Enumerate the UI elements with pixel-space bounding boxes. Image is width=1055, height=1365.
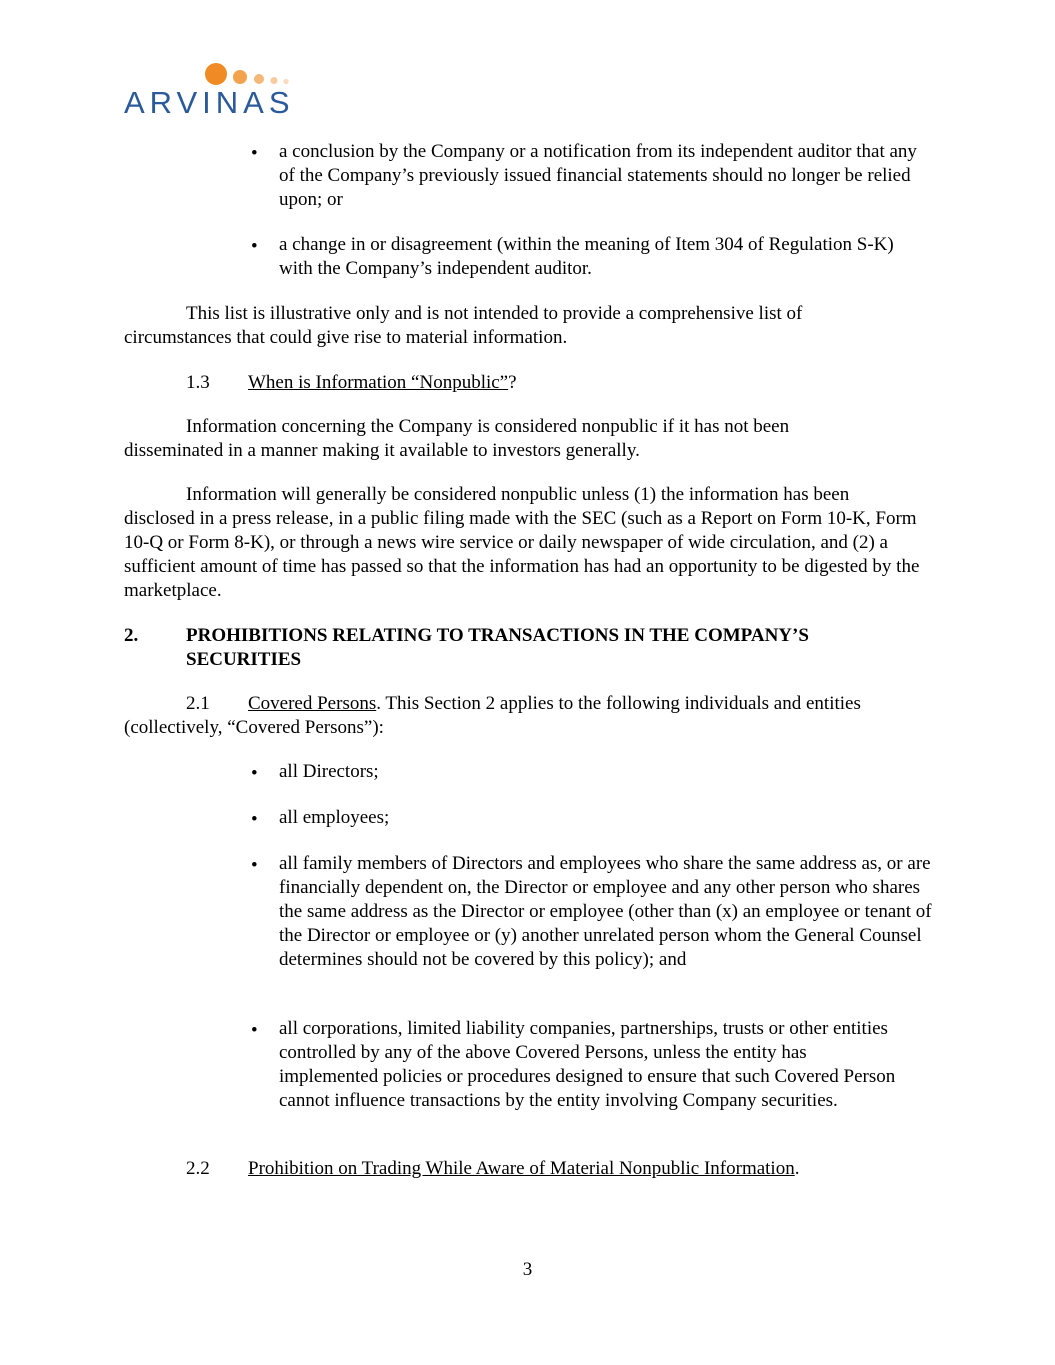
paragraph-nonpublic-1: Information concerning the Company is considered nonpublic if it has not been disseminated in a manner making it available to investors generally. xyxy=(124,416,790,461)
section-heading-1-3 xyxy=(248,371,517,395)
section-body: . This Section 2 applies to the following individuals and entities (collectively, “Covered Persons”): xyxy=(124,693,861,738)
bullet-icon: • xyxy=(251,236,258,257)
section-heading-2: PROHIBITIONS RELATING TO TRANSACTIONS IN THE COMPANY’S SECURITIES xyxy=(186,625,809,670)
list-item: all Directors; xyxy=(279,761,379,782)
list-item: all family members of Directors and employees who share the same address as, or are financially dependent on, the Director or employee and any other person who shares the same address as the Director or employee (other than (x) an employee or tenant of the Director or employee or (y) another unrelated person whom the General Counsel determines should not be covered by this policy); and xyxy=(279,853,932,970)
page-number: 3 xyxy=(522,1259,533,1280)
list-item: a change in or disagreement (within the meaning of Item 304 of Regulation S-K) with the Company’s independent auditor. xyxy=(279,234,894,279)
list-item: all employees; xyxy=(279,807,390,828)
section-number: 2.1 xyxy=(186,693,210,714)
list-item: a conclusion by the Company or a notification from its independent auditor that any of the Company’s previously issued financial statements should no longer be relied upon; or xyxy=(279,141,917,210)
list-item: all corporations, limited liability companies, partnerships, trusts or other entities controlled by any of the above Covered Persons, unless the entity has implemented policies or procedures designed to ensure that such Covered Person cannot influence transactions by the entity involving Company securities. xyxy=(279,1018,896,1111)
section-title: When is Information “Nonpublic” xyxy=(248,372,509,393)
section-title: Covered Persons xyxy=(248,693,377,714)
bullet-icon: • xyxy=(251,809,258,830)
section-title-suffix: ? xyxy=(508,372,517,393)
section-title: Prohibition on Trading While Aware of Material Nonpublic Information xyxy=(248,1158,795,1179)
bullet-icon: • xyxy=(251,763,258,784)
section-number: 2. xyxy=(124,625,139,646)
section-heading-2-2 xyxy=(248,1157,799,1181)
section-title-suffix: . xyxy=(794,1158,800,1179)
logo-wordmark: ARVINAS xyxy=(124,85,295,120)
bullet-icon: • xyxy=(251,143,258,164)
paragraph-nonpublic-2: Information will generally be considered nonpublic unless (1) the information has been disclosed in a press release, in a public filing made with the SEC (such as a Report on Form 10-K, Form 10-Q or Form 8-K), or through a news wire service or daily newspaper of wide circulation, and (2) a sufficient amount of time has passed so that the information has had an opportunity to be digested by the marketplace. xyxy=(124,484,920,601)
paragraph-illustrative: This list is illustrative only and is not intended to provide a comprehensive list of circumstances that could give rise to material information. xyxy=(124,303,803,348)
company-logo xyxy=(124,60,314,120)
section-number: 2.2 xyxy=(186,1158,210,1179)
section-2-1-paragraph xyxy=(124,692,924,740)
bullet-icon: • xyxy=(251,1020,258,1041)
bullet-icon: • xyxy=(251,855,258,876)
section-number: 1.3 xyxy=(186,372,210,393)
